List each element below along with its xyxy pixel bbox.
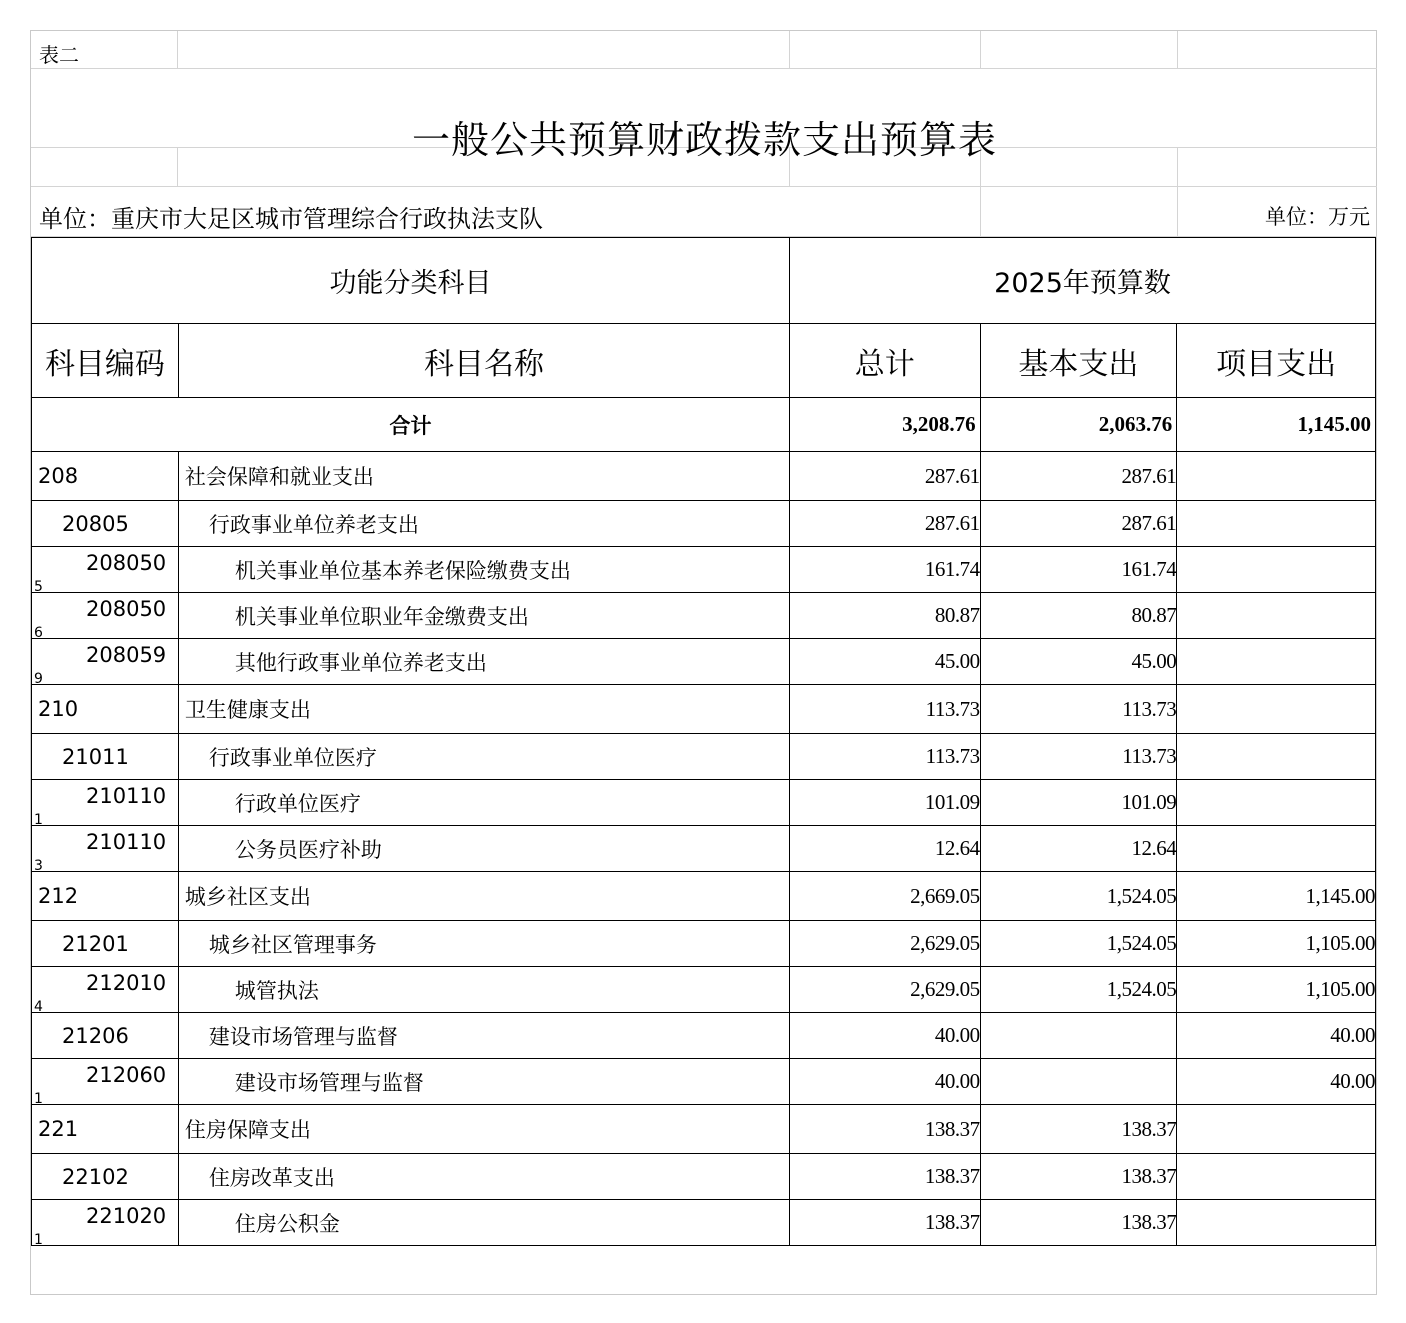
table-row (32, 826, 1376, 872)
total-row (32, 398, 1376, 452)
header-code[interactable]: 科目编码 (32, 324, 179, 398)
subject-code-overflow: 1 (34, 1091, 43, 1105)
unit-organization: 单位：重庆市大足区城市管理综合行政执法支队 (39, 205, 543, 233)
value-basic[interactable]: 113.73 (980, 734, 1177, 780)
value-project[interactable] (1177, 639, 1376, 685)
value-project[interactable]: 1,105.00 (1177, 921, 1376, 967)
value-total[interactable]: 138.37 (790, 1105, 981, 1154)
value-total[interactable]: 113.73 (790, 734, 981, 780)
subject-code: 221 (38, 1117, 79, 1141)
subject-code: 208059 (86, 643, 167, 667)
subject-code: 21201 (62, 931, 129, 956)
value-total[interactable]: 2,669.05 (790, 872, 981, 921)
table-tag: 表二 (39, 43, 79, 67)
table-row (32, 1105, 1376, 1154)
table-row (32, 734, 1376, 780)
subject-code-overflow: 6 (34, 625, 43, 639)
value-basic[interactable]: 80.87 (980, 593, 1177, 639)
code-cell[interactable] (32, 1013, 179, 1059)
subject-code: 20805 (62, 511, 129, 536)
value-total[interactable]: 40.00 (790, 1013, 981, 1059)
code-cell[interactable] (32, 593, 179, 639)
subject-name[interactable]: 公务员医疗补助 (178, 826, 789, 872)
table-row (32, 452, 1376, 501)
subject-name[interactable]: 机关事业单位基本养老保险缴费支出 (178, 547, 789, 593)
value-project[interactable] (1177, 1154, 1376, 1200)
value-project[interactable] (1177, 1200, 1376, 1246)
value-basic[interactable]: 138.37 (980, 1154, 1177, 1200)
subject-name[interactable]: 其他行政事业单位养老支出 (178, 639, 789, 685)
header-name[interactable]: 科目名称 (178, 324, 789, 398)
value-project[interactable] (1177, 593, 1376, 639)
total-total[interactable]: 3,208.76 (790, 398, 981, 452)
subject-name[interactable]: 建设市场管理与监督 (178, 1013, 789, 1059)
value-total[interactable]: 138.37 (790, 1200, 981, 1246)
header-total[interactable]: 总计 (790, 324, 981, 398)
grid-cell[interactable] (981, 187, 1178, 237)
subject-code-overflow: 4 (34, 999, 43, 1013)
value-project[interactable] (1177, 685, 1376, 734)
code-cell[interactable] (32, 780, 179, 826)
table-row (32, 967, 1376, 1013)
value-total[interactable]: 45.00 (790, 639, 981, 685)
value-project[interactable]: 1,145.00 (1177, 872, 1376, 921)
table-row (32, 1200, 1376, 1246)
grid-cell[interactable] (790, 31, 981, 69)
value-total[interactable]: 138.37 (790, 1154, 981, 1200)
value-basic[interactable]: 113.73 (980, 685, 1177, 734)
code-cell[interactable] (32, 547, 179, 593)
subject-name[interactable]: 城管执法 (178, 967, 789, 1013)
value-basic[interactable] (980, 1059, 1177, 1105)
value-basic[interactable] (980, 1013, 1177, 1059)
value-project[interactable] (1177, 452, 1376, 501)
table-row (32, 1013, 1376, 1059)
subject-code-overflow: 5 (34, 579, 43, 593)
grid-cell[interactable] (31, 1239, 1377, 1295)
value-basic[interactable]: 45.00 (980, 639, 1177, 685)
value-total[interactable]: 2,629.05 (790, 967, 981, 1013)
subject-code: 22102 (62, 1164, 129, 1189)
subject-code-overflow: 1 (34, 812, 43, 826)
value-total[interactable]: 287.61 (790, 501, 981, 547)
table-row (32, 593, 1376, 639)
code-cell[interactable] (32, 685, 179, 734)
code-cell[interactable] (32, 921, 179, 967)
value-total[interactable]: 80.87 (790, 593, 981, 639)
value-basic[interactable]: 1,524.05 (980, 872, 1177, 921)
subject-code: 210 (38, 697, 79, 721)
subject-code: 210110 (86, 784, 167, 808)
subject-name[interactable]: 住房改革支出 (178, 1154, 789, 1200)
subject-code-overflow: 1 (34, 1232, 43, 1246)
subject-name[interactable]: 卫生健康支出 (178, 685, 789, 734)
value-project[interactable] (1177, 734, 1376, 780)
subject-name[interactable]: 机关事业单位职业年金缴费支出 (178, 593, 789, 639)
value-basic[interactable]: 1,524.05 (980, 967, 1177, 1013)
grid-cell[interactable] (1178, 31, 1377, 69)
total-project[interactable]: 1,145.00 (1177, 398, 1376, 452)
subject-code-overflow: 3 (34, 858, 43, 872)
code-cell[interactable] (32, 872, 179, 921)
subject-name[interactable]: 城乡社区管理事务 (178, 921, 789, 967)
table-row (32, 921, 1376, 967)
subject-code: 210110 (86, 830, 167, 854)
value-total[interactable]: 12.64 (790, 826, 981, 872)
table-row (32, 780, 1376, 826)
code-cell[interactable] (32, 452, 179, 501)
value-total[interactable]: 161.74 (790, 547, 981, 593)
table-row (32, 501, 1376, 547)
value-total[interactable]: 2,629.05 (790, 921, 981, 967)
subject-name[interactable]: 行政单位医疗 (178, 780, 789, 826)
subject-code: 221020 (86, 1204, 167, 1228)
subject-code: 212060 (86, 1063, 167, 1087)
value-basic[interactable]: 287.61 (980, 452, 1177, 501)
value-basic[interactable]: 12.64 (980, 826, 1177, 872)
value-project[interactable] (1177, 547, 1376, 593)
table-row (32, 1059, 1376, 1105)
subject-code: 21011 (62, 744, 129, 769)
value-project[interactable] (1177, 1105, 1376, 1154)
code-cell[interactable] (32, 1105, 179, 1154)
value-basic[interactable]: 138.37 (980, 1105, 1177, 1154)
table-row (32, 639, 1376, 685)
value-project[interactable]: 40.00 (1177, 1059, 1376, 1105)
subject-code-overflow: 9 (34, 671, 43, 685)
subject-name[interactable]: 行政事业单位养老支出 (178, 501, 789, 547)
page-title: 一般公共预算财政拨款支出预算表 (411, 118, 997, 162)
value-project[interactable] (1177, 780, 1376, 826)
subject-code: 212010 (86, 971, 167, 995)
code-cell[interactable] (32, 967, 179, 1013)
subject-code: 21206 (62, 1023, 129, 1048)
value-basic[interactable]: 101.09 (980, 780, 1177, 826)
total-basic[interactable]: 2,063.76 (980, 398, 1177, 452)
subject-code: 208050 (86, 551, 167, 575)
spreadsheet-sheet (30, 30, 1377, 1295)
code-cell[interactable] (32, 1059, 179, 1105)
header-project[interactable]: 项目支出 (1177, 324, 1376, 398)
table-row (32, 685, 1376, 734)
code-cell[interactable] (32, 1200, 179, 1246)
subject-name[interactable]: 住房公积金 (178, 1200, 789, 1246)
table-row (32, 1154, 1376, 1200)
value-project[interactable] (1177, 501, 1376, 547)
grid-cell[interactable] (178, 31, 790, 69)
header-basic[interactable]: 基本支出 (980, 324, 1177, 398)
code-cell[interactable] (32, 1154, 179, 1200)
subject-name[interactable]: 城乡社区支出 (178, 872, 789, 921)
value-project[interactable] (1177, 826, 1376, 872)
subject-code: 208 (38, 464, 79, 488)
code-cell[interactable] (32, 639, 179, 685)
value-basic[interactable]: 161.74 (980, 547, 1177, 593)
subject-name[interactable]: 社会保障和就业支出 (178, 452, 789, 501)
total-label[interactable]: 合计 (32, 398, 790, 452)
table-row (32, 872, 1376, 921)
code-cell[interactable] (32, 501, 179, 547)
subject-name[interactable]: 住房保障支出 (178, 1105, 789, 1154)
value-total[interactable]: 101.09 (790, 780, 981, 826)
unit-currency: 单位：万元 (1265, 205, 1370, 229)
value-basic[interactable]: 287.61 (980, 501, 1177, 547)
subject-name[interactable]: 行政事业单位医疗 (178, 734, 789, 780)
value-project[interactable]: 1,105.00 (1177, 967, 1376, 1013)
code-cell[interactable] (32, 826, 179, 872)
code-cell[interactable] (32, 734, 179, 780)
value-basic[interactable]: 1,524.05 (980, 921, 1177, 967)
table-row (32, 547, 1376, 593)
subject-code: 208050 (86, 597, 167, 621)
subject-name[interactable]: 建设市场管理与监督 (178, 1059, 789, 1105)
budget-table (31, 237, 1376, 1246)
value-total[interactable]: 287.61 (790, 452, 981, 501)
value-total[interactable]: 40.00 (790, 1059, 981, 1105)
value-project[interactable]: 40.00 (1177, 1013, 1376, 1059)
header-function-category[interactable]: 功能分类科目 (32, 238, 790, 324)
value-basic[interactable]: 138.37 (980, 1200, 1177, 1246)
subject-code: 212 (38, 884, 79, 908)
header-budget-2025[interactable]: 2025年预算数 (790, 238, 1376, 324)
grid-cell[interactable] (981, 31, 1178, 69)
value-total[interactable]: 113.73 (790, 685, 981, 734)
